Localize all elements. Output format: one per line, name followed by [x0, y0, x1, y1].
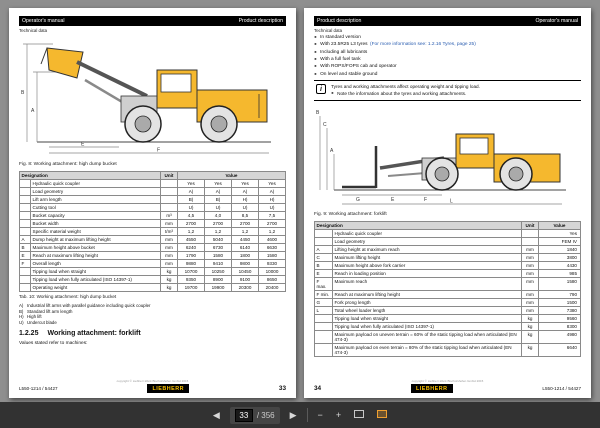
footnote-text: High lift: [27, 314, 42, 319]
row-value: 7,5: [259, 212, 286, 220]
row-value: Yes: [259, 180, 286, 188]
row-letter: [20, 276, 31, 284]
row-value: 5040: [205, 236, 232, 244]
table-row: [20, 244, 286, 252]
row-unit: [161, 188, 178, 196]
dim-label: F: [157, 147, 161, 154]
row-value: A): [232, 188, 259, 196]
row-unit: [161, 180, 178, 188]
figure-high-dump-bucket: [19, 36, 286, 161]
row-unit: mm: [161, 244, 178, 252]
header-left-label: Operator's manual: [22, 18, 65, 24]
row-letter: [315, 343, 333, 356]
row-letter: [20, 196, 31, 204]
footnote-line: [19, 303, 286, 308]
row-value: 4450: [232, 236, 259, 244]
viewer-toolbar: [0, 402, 600, 428]
row-unit: kg: [522, 343, 539, 356]
wheel-loader-high-dump-illustration: [19, 36, 285, 156]
high-dump-table-body: [20, 180, 286, 292]
row-unit: mm: [522, 306, 539, 314]
page-indicator: [230, 407, 280, 424]
row-designation: Lift arm length: [31, 196, 161, 204]
note-instruction: Note the information about the tyres and working attachments.: [337, 90, 467, 96]
row-unit: [522, 237, 539, 245]
row-unit: mm: [522, 290, 539, 298]
table-header-row: [315, 221, 581, 229]
dim-label: A: [31, 108, 35, 114]
column-header-value: Value: [539, 221, 581, 229]
row-designation: Reach at maximum lifting height: [31, 252, 161, 260]
row-value: 20400: [259, 284, 286, 292]
section-number: 1.2.25: [19, 329, 39, 337]
row-value: B): [205, 196, 232, 204]
row-value: 9350: [178, 276, 205, 284]
header-left-label: Product description: [317, 18, 362, 24]
table-row: [315, 245, 581, 253]
zoom-out-button[interactable]: −: [317, 410, 323, 420]
row-value: B): [178, 196, 205, 204]
row-designation: Lifting height at maximum reach: [333, 245, 522, 253]
row-letter: G: [315, 298, 333, 306]
pdf-pages: [9, 8, 591, 398]
dim-label: G: [356, 196, 360, 203]
row-value: 6140: [232, 244, 259, 252]
section-title: Working attachment: forklift: [47, 329, 141, 337]
row-unit: mm: [522, 298, 539, 306]
row-designation: Tipping load when straight: [333, 314, 522, 322]
table-row: [20, 196, 286, 204]
row-value: 8900: [205, 276, 232, 284]
table-row: [20, 276, 286, 284]
table-row: [315, 306, 581, 314]
table-row: [20, 228, 286, 236]
row-unit: mm: [522, 277, 539, 290]
bullet-list: [314, 35, 581, 77]
bullet-item: [314, 50, 581, 56]
row-value: U): [259, 204, 286, 212]
row-value: H): [232, 196, 259, 204]
table-row: [315, 298, 581, 306]
row-value: 8650: [259, 276, 286, 284]
row-value: 1580: [205, 252, 232, 260]
row-designation: Specific material weight: [31, 228, 161, 236]
footnote-marker: A): [19, 303, 24, 308]
table-row: [20, 188, 286, 196]
row-value: 9560: [539, 314, 581, 322]
row-designation: Reach at maximum lifting height: [333, 290, 522, 298]
liebherr-logo: LIEBHERR: [147, 384, 189, 393]
table-row: [315, 322, 581, 330]
table-row: [315, 277, 581, 290]
footnote-text: Industrial lift arms with parallel guidance including quick coupler: [27, 303, 151, 308]
row-value: 2700: [259, 220, 286, 228]
row-designation: Tipping load when fully articulated (ISO 14397-1): [333, 322, 522, 330]
row-designation: Dump height at maximum lifting height: [31, 236, 161, 244]
bullet-item: [314, 72, 581, 78]
figure-caption: Fig. 9: Working attachment: forklift: [314, 211, 387, 217]
fullscreen-button[interactable]: [374, 410, 390, 420]
fullscreen-icon: [377, 410, 387, 418]
row-letter: [20, 204, 31, 212]
table-row: [315, 290, 581, 298]
row-unit: [522, 229, 539, 237]
row-letter: [20, 220, 31, 228]
info-icon: i: [316, 84, 326, 94]
zoom-in-button[interactable]: +: [335, 410, 342, 420]
header-right-label: Product description: [238, 18, 283, 24]
row-letter: B: [20, 244, 31, 252]
row-unit: mm: [161, 252, 178, 260]
bullet-text: With ROPS/FOPS cab and operator: [320, 64, 397, 70]
row-designation: Maximum payload on even terrain = 80% of the static tipping load when articulated (EN 474-3): [333, 343, 522, 356]
row-designation: Maximum lifting height: [333, 253, 522, 261]
row-letter: [315, 314, 333, 322]
table-row: [20, 284, 286, 292]
prev-page-button[interactable]: ◀: [212, 409, 220, 420]
row-letter: [20, 180, 31, 188]
table-row: [20, 236, 286, 244]
section-heading: [19, 330, 286, 337]
row-letter: E: [315, 269, 333, 277]
fit-width-icon: [354, 410, 364, 418]
row-value: 10450: [232, 268, 259, 276]
row-designation: Cutting tool: [31, 204, 161, 212]
table-row: [20, 180, 286, 188]
page-input[interactable]: [235, 409, 253, 422]
row-value: 3800: [539, 253, 581, 261]
row-unit: kg: [161, 268, 178, 276]
document-id: L550-1214 / 54427: [19, 386, 58, 391]
table-row: [315, 253, 581, 261]
column-header-designation: Designation: [315, 221, 522, 229]
bullet-item: [314, 42, 581, 48]
row-unit: mm: [161, 236, 178, 244]
page-33: [9, 8, 296, 398]
row-designation: Total wheel loader length: [333, 306, 522, 314]
row-value: U): [178, 204, 205, 212]
row-letter: [20, 268, 31, 276]
bullet-arrow-icon: ►: [314, 71, 318, 76]
bullet-item: [314, 57, 581, 63]
intro-paragraph: Values stated refer to machines:: [19, 340, 88, 346]
figure-caption: Fig. 8: Working attachment: high dump bucket: [19, 162, 117, 167]
footnote-marker: B): [19, 308, 24, 314]
row-value: 9410: [205, 260, 232, 268]
row-value: A): [178, 188, 205, 196]
row-designation: Overall length: [31, 260, 161, 268]
row-designation: Operating weight: [31, 284, 161, 292]
figure-forklift: [314, 106, 581, 211]
subheader: Technical data: [19, 28, 48, 33]
footnote-line: [19, 320, 286, 325]
row-value: 6730: [205, 244, 232, 252]
row-value: 10250: [205, 268, 232, 276]
row-designation: Reach in loading position: [333, 269, 522, 277]
footnotes: [19, 303, 286, 325]
dim-label: B: [316, 109, 320, 116]
table-row: [315, 237, 581, 245]
row-unit: mm: [161, 220, 178, 228]
row-designation: Maximum height above bucket: [31, 244, 161, 252]
copyright-line: copyright © Liebherr-Werk Bischofshofen GmbH 2015: [116, 378, 189, 383]
row-value: Yes: [178, 180, 205, 188]
row-unit: [161, 204, 178, 212]
column-header-designation: Designation: [20, 172, 161, 180]
row-letter: [20, 228, 31, 236]
footnote-marker: H): [19, 314, 24, 319]
row-unit: m³: [161, 212, 178, 220]
row-unit: mm: [522, 261, 539, 269]
row-value: 4430: [539, 261, 581, 269]
row-value: 1,2: [178, 228, 205, 236]
row-value: 2700: [205, 220, 232, 228]
row-unit: kg: [522, 314, 539, 322]
row-letter: [315, 229, 333, 237]
row-letter: F: [20, 260, 31, 268]
column-header-value: Value: [178, 172, 286, 180]
page-number: 34: [314, 385, 322, 392]
bullet-arrow-icon: ►: [314, 57, 318, 62]
table-caption: Tab. 10: Working attachment: high dump bucket: [19, 294, 117, 299]
row-designation: Fork prong length: [333, 298, 522, 306]
fit-width-button[interactable]: [351, 410, 367, 420]
table-row: [20, 220, 286, 228]
row-value: 1580: [539, 277, 581, 290]
row-unit: kg: [522, 322, 539, 330]
row-letter: L: [315, 306, 333, 314]
row-letter: [315, 330, 333, 343]
row-letter: [315, 322, 333, 330]
table-row: [20, 268, 286, 276]
row-unit: mm: [161, 260, 178, 268]
copyright-line: copyright © Liebherr-Werk Bischofshofen GmbH 2015: [411, 378, 484, 383]
bullet-text: On level and stable ground: [320, 71, 378, 77]
row-value: 6630: [259, 244, 286, 252]
footnote-line: [19, 314, 286, 319]
row-value: 9100: [232, 276, 259, 284]
row-value: Yes: [232, 180, 259, 188]
row-letter: F max.: [315, 277, 333, 290]
table-row: [315, 229, 581, 237]
row-letter: F min.: [315, 290, 333, 298]
row-value: 4,0: [205, 212, 232, 220]
row-value: 1790: [178, 252, 205, 260]
row-value: A): [205, 188, 232, 196]
row-value: 19700: [178, 284, 205, 292]
footnote-line: [19, 309, 286, 314]
row-value: Yes: [539, 229, 581, 237]
next-page-button[interactable]: ▶: [289, 409, 297, 420]
note-text: Tyres and working attachments affect operating weight and tipping load.: [331, 84, 480, 90]
bullet-item: [314, 64, 581, 70]
row-letter: [20, 188, 31, 196]
row-value: U): [232, 204, 259, 212]
table-row: [20, 204, 286, 212]
table-row: [315, 343, 581, 356]
dim-label: L: [450, 198, 453, 205]
table-row: [315, 330, 581, 343]
row-unit: [161, 196, 178, 204]
row-designation: Tipping load when fully articulated (ISO 14397-1): [31, 276, 161, 284]
row-value: 790: [539, 290, 581, 298]
row-designation: Load geometry: [333, 237, 522, 245]
forklift-table-body: [315, 229, 581, 356]
row-unit: mm: [522, 245, 539, 253]
bullet-arrow-icon: ►: [314, 64, 318, 69]
row-designation: Bucket width: [31, 220, 161, 228]
row-letter: A: [20, 236, 31, 244]
bullet-text: In standard version: [320, 35, 361, 40]
row-value: 8300: [539, 322, 581, 330]
row-value: 9330: [259, 260, 286, 268]
row-letter: E: [20, 252, 31, 260]
dim-label: A: [330, 147, 334, 154]
bullet-arrow-icon: ►: [314, 49, 318, 54]
page-header: [314, 16, 581, 26]
row-designation: Maximum height above fork carrier: [333, 261, 522, 269]
bullet-item: [314, 35, 581, 41]
row-value: U): [205, 204, 232, 212]
table-row: [315, 314, 581, 322]
dim-label: F: [424, 196, 428, 203]
row-value: 6640: [539, 343, 581, 356]
row-value: 7380: [539, 306, 581, 314]
table-header-row: [20, 172, 286, 180]
row-value: 10700: [178, 268, 205, 276]
page-count: / 356: [256, 410, 275, 420]
row-value: 9800: [232, 260, 259, 268]
dim-label: E: [81, 141, 85, 148]
row-value: 1580: [259, 252, 286, 260]
high-dump-table: [19, 171, 286, 292]
row-value: 9880: [178, 260, 205, 268]
table-row: [20, 260, 286, 268]
page-footer: [19, 379, 286, 394]
bullet-text: With a full fuel tank: [320, 57, 361, 63]
row-value: 985: [539, 269, 581, 277]
toolbar-divider: [307, 408, 308, 422]
row-letter: [20, 212, 31, 220]
footnote-text: Undercut blade: [27, 319, 57, 325]
table-row: [20, 212, 286, 220]
row-designation: Maximum reach: [333, 277, 522, 290]
column-header-unit: Unit: [161, 172, 178, 180]
row-designation: Bucket capacity: [31, 212, 161, 220]
row-letter: [20, 284, 31, 292]
bullet-text: Including all lubricants: [320, 49, 368, 55]
table-row: [315, 269, 581, 277]
row-designation: Maximum payload on uneven terrain = 60% of the static tipping load when articulated (EN 474-3): [333, 330, 522, 343]
row-value: 8,5: [232, 212, 259, 220]
row-value: 1500: [539, 298, 581, 306]
bullet-arrow-icon: ►: [314, 35, 318, 39]
row-value: 4600: [259, 236, 286, 244]
table-row: [315, 261, 581, 269]
row-value: 1,2: [259, 228, 286, 236]
row-unit: kg: [161, 276, 178, 284]
row-value: 4,5: [178, 212, 205, 220]
forklift-table: [314, 221, 581, 357]
dim-label: C: [323, 121, 327, 128]
row-value: H): [259, 196, 286, 204]
dim-label: E: [391, 196, 395, 203]
dim-label: B: [21, 90, 25, 96]
row-value: 10000: [259, 268, 286, 276]
row-letter: C: [315, 253, 333, 261]
header-right-label: Operator's manual: [535, 18, 578, 24]
row-value: 2700: [178, 220, 205, 228]
row-unit: kg: [522, 330, 539, 343]
bullet-text: With 23.5R25 L3 tyres: [320, 42, 368, 48]
footnote-text: Standard lift arm length: [27, 308, 73, 314]
row-designation: Load geometry: [31, 188, 161, 196]
row-value: A): [259, 188, 286, 196]
note-arrow-icon: ►: [331, 90, 335, 95]
page-number: 33: [278, 385, 286, 392]
document-id: L550-1214 / 54427: [542, 386, 581, 391]
column-header-unit: Unit: [522, 221, 539, 229]
row-value: 6240: [178, 244, 205, 252]
row-value: 1800: [232, 252, 259, 260]
row-letter: B: [315, 261, 333, 269]
row-value: 2700: [232, 220, 259, 228]
liebherr-logo: LIEBHERR: [411, 384, 453, 393]
row-value: 1,2: [232, 228, 259, 236]
page-footer: [314, 379, 581, 394]
row-letter: A: [315, 245, 333, 253]
row-value: 20300: [232, 284, 259, 292]
row-value: 4550: [178, 236, 205, 244]
page-34: [304, 8, 591, 398]
row-value: 19900: [205, 284, 232, 292]
bullet-arrow-icon: ►: [314, 42, 318, 47]
row-designation: Hydraulic quick coupler: [333, 229, 522, 237]
row-value: 1840: [539, 245, 581, 253]
row-value: 1,2: [205, 228, 232, 236]
row-unit: kg: [161, 284, 178, 292]
page-header: [19, 16, 286, 26]
row-unit: t/m³: [161, 228, 178, 236]
footnote-marker: U): [19, 319, 24, 325]
note-box: [314, 80, 581, 100]
row-letter: [315, 237, 333, 245]
row-designation: Tipping load when straight: [31, 268, 161, 276]
subheader: Technical data: [314, 28, 343, 33]
row-unit: mm: [522, 253, 539, 261]
wheel-loader-forklift-illustration: [314, 106, 580, 206]
row-value: 4980: [539, 330, 581, 343]
row-value: FEM IV: [539, 237, 581, 245]
table-row: [20, 252, 286, 260]
row-value: Yes: [205, 180, 232, 188]
bullet-link[interactable]: (For more information see: 1.2.16 Tyres, page 25): [370, 42, 476, 48]
row-designation: Hydraulic quick coupler: [31, 180, 161, 188]
row-unit: mm: [522, 269, 539, 277]
